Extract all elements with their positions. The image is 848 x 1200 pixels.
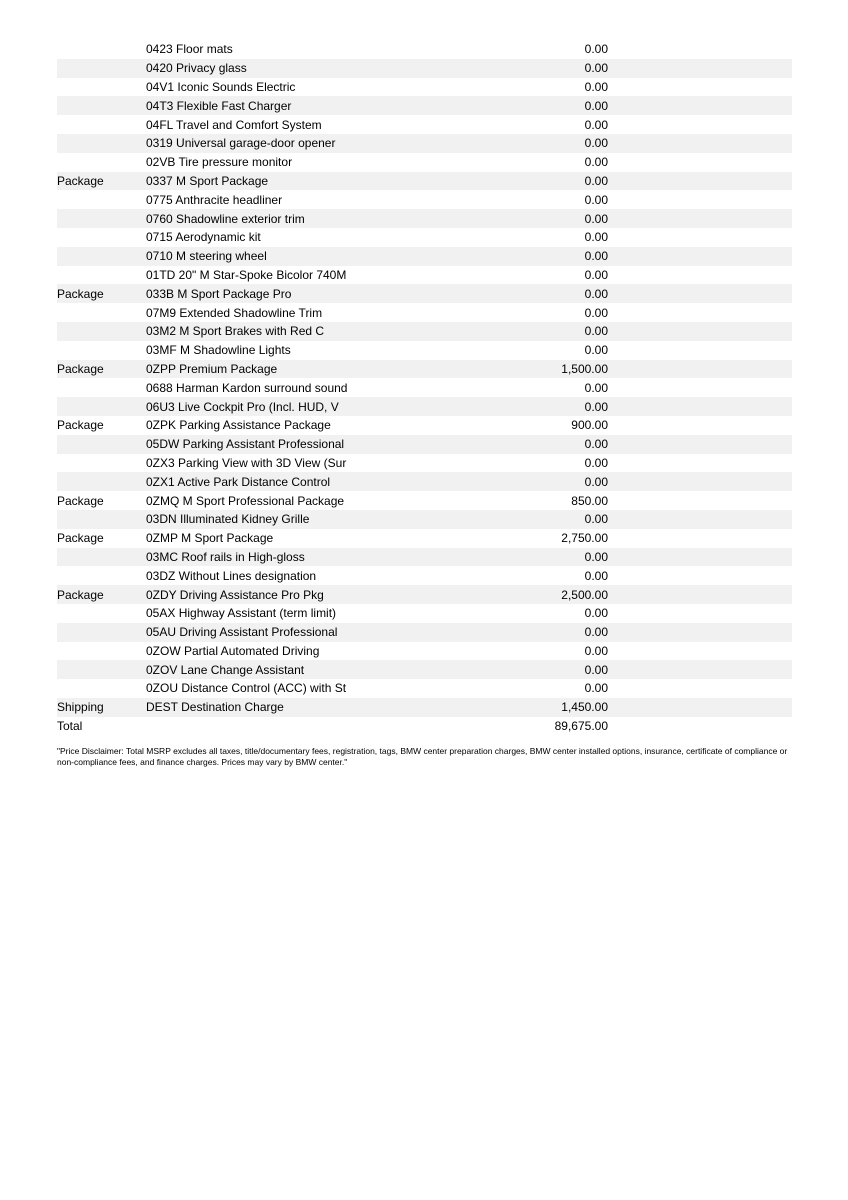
row-spacer [608, 134, 792, 153]
row-price: 2,500.00 [561, 587, 608, 602]
row-description: 05DW Parking Assistant Professional [146, 437, 345, 452]
table-row [57, 585, 792, 604]
table-row [57, 153, 792, 172]
row-description: 03M2 M Sport Brakes with Red C [146, 324, 325, 339]
row-description: 0319 Universal garage-door opener [146, 136, 336, 151]
row-price: 0.00 [584, 568, 608, 583]
row-price: 0.00 [584, 211, 608, 226]
row-price: 0.00 [584, 155, 608, 170]
row-spacer [608, 190, 792, 209]
row-price: 0.00 [584, 625, 608, 640]
row-category: Shipping [57, 700, 104, 715]
row-spacer [608, 491, 792, 510]
table-row [57, 510, 792, 529]
row-description: 03MF M Shadowline Lights [146, 343, 291, 358]
row-category [57, 266, 146, 285]
row-spacer [608, 172, 792, 191]
row-spacer [608, 717, 792, 736]
table-row [57, 115, 792, 134]
row-spacer [608, 78, 792, 97]
row-description: 0ZMQ M Sport Professional Package [146, 493, 345, 508]
table-row [57, 660, 792, 679]
table-row [57, 360, 792, 379]
row-price: 0.00 [584, 305, 608, 320]
row-price: 0.00 [584, 173, 608, 188]
row-description: 03MC Roof rails in High-gloss [146, 549, 305, 564]
row-category: Package [57, 418, 104, 433]
row-price: 0.00 [584, 324, 608, 339]
row-category [57, 566, 146, 585]
row-description: 0ZMP M Sport Package [146, 531, 274, 546]
row-description: 0ZX3 Parking View with 3D View (Sur [146, 455, 347, 470]
row-description: 01TD 20" M Star-Spoke Bicolor 740M [146, 267, 347, 282]
row-spacer [608, 604, 792, 623]
table-row [57, 717, 792, 736]
row-spacer [608, 435, 792, 454]
row-description: 0710 M steering wheel [146, 249, 267, 264]
row-category [57, 59, 146, 78]
row-price: 89,675.00 [554, 719, 608, 734]
row-category [57, 642, 146, 661]
row-spacer [608, 548, 792, 567]
table-row [57, 228, 792, 247]
table-row [57, 529, 792, 548]
table-row [57, 679, 792, 698]
row-price: 0.00 [584, 455, 608, 470]
row-spacer [608, 322, 792, 341]
row-category [57, 228, 146, 247]
row-description: DEST Destination Charge [146, 700, 284, 715]
row-category [57, 190, 146, 209]
row-spacer [608, 209, 792, 228]
row-description: 0688 Harman Kardon surround sound [146, 380, 348, 395]
row-spacer [608, 303, 792, 322]
table-row [57, 266, 792, 285]
table-row [57, 284, 792, 303]
row-description: 0715 Aerodynamic kit [146, 230, 261, 245]
table-row [57, 642, 792, 661]
row-price: 0.00 [584, 643, 608, 658]
row-description: 0775 Anthracite headliner [146, 192, 283, 207]
row-spacer [608, 623, 792, 642]
table-row [57, 435, 792, 454]
row-price: 0.00 [584, 437, 608, 452]
row-spacer [608, 642, 792, 661]
row-description: 0337 M Sport Package [146, 173, 269, 188]
row-spacer [608, 40, 792, 59]
row-spacer [608, 266, 792, 285]
table-row [57, 209, 792, 228]
row-spacer [608, 585, 792, 604]
row-category: Package [57, 173, 104, 188]
row-spacer [608, 96, 792, 115]
row-price: 0.00 [584, 681, 608, 696]
row-spacer [608, 341, 792, 360]
row-price: 900.00 [571, 418, 608, 433]
table-row [57, 604, 792, 623]
row-spacer [608, 59, 792, 78]
row-description: 0ZX1 Active Park Distance Control [146, 474, 331, 489]
row-price: 850.00 [571, 493, 608, 508]
table-row [57, 172, 792, 191]
table-row [57, 397, 792, 416]
row-description: 07M9 Extended Shadowline Trim [146, 305, 323, 320]
row-description: 05AU Driving Assistant Professional [146, 625, 338, 640]
table-row [57, 303, 792, 322]
row-category [57, 78, 146, 97]
table-row [57, 78, 792, 97]
row-category [57, 660, 146, 679]
row-spacer [608, 529, 792, 548]
row-spacer [608, 660, 792, 679]
row-price: 0.00 [584, 136, 608, 151]
table-row [57, 491, 792, 510]
row-category [57, 679, 146, 698]
row-price: 0.00 [584, 549, 608, 564]
table-row [57, 190, 792, 209]
row-description: 0ZOV Lane Change Assistant [146, 662, 305, 677]
row-price: 0.00 [584, 474, 608, 489]
table-row [57, 59, 792, 78]
table-row [57, 623, 792, 642]
row-description: 0ZOU Distance Control (ACC) with St [146, 681, 347, 696]
row-price: 2,750.00 [561, 531, 608, 546]
row-spacer [608, 153, 792, 172]
row-price: 0.00 [584, 399, 608, 414]
row-category [57, 96, 146, 115]
options-table-body [57, 40, 792, 735]
row-price: 0.00 [584, 230, 608, 245]
row-spacer [608, 454, 792, 473]
row-spacer [608, 228, 792, 247]
row-category [57, 604, 146, 623]
row-description: 033B M Sport Package Pro [146, 286, 292, 301]
row-category: Package [57, 493, 104, 508]
row-category [57, 623, 146, 642]
row-description: 02VB Tire pressure monitor [146, 155, 293, 170]
row-category [57, 134, 146, 153]
row-description: 0ZPP Premium Package [146, 361, 278, 376]
row-category [57, 341, 146, 360]
row-category [57, 510, 146, 529]
row-price: 0.00 [584, 662, 608, 677]
row-category [57, 209, 146, 228]
row-spacer [608, 472, 792, 491]
row-price: 0.00 [584, 117, 608, 132]
row-price: 0.00 [584, 192, 608, 207]
row-description: 0760 Shadowline exterior trim [146, 211, 305, 226]
table-row [57, 247, 792, 266]
row-category [57, 40, 146, 59]
row-price: 0.00 [584, 249, 608, 264]
table-row [57, 416, 792, 435]
row-price: 0.00 [584, 79, 608, 94]
row-category [57, 153, 146, 172]
row-category [57, 247, 146, 266]
row-price: 0.00 [584, 512, 608, 527]
row-price: 1,450.00 [561, 700, 608, 715]
row-category [57, 322, 146, 341]
row-category [57, 378, 146, 397]
row-spacer [608, 416, 792, 435]
table-row [57, 378, 792, 397]
row-spacer [608, 284, 792, 303]
row-price: 0.00 [584, 267, 608, 282]
row-category [57, 303, 146, 322]
row-spacer [608, 510, 792, 529]
row-category: Package [57, 531, 104, 546]
row-price: 0.00 [584, 606, 608, 621]
row-description: 0423 Floor mats [146, 42, 233, 57]
row-price: 0.00 [584, 98, 608, 113]
row-category: Package [57, 286, 104, 301]
row-description: 0ZOW Partial Automated Driving [146, 643, 320, 658]
row-category [57, 454, 146, 473]
row-description [146, 717, 514, 736]
row-category [57, 548, 146, 567]
table-row [57, 548, 792, 567]
row-spacer [608, 397, 792, 416]
row-description: 03DN Illuminated Kidney Grille [146, 512, 310, 527]
row-price: 0.00 [584, 286, 608, 301]
row-category: Package [57, 361, 104, 376]
row-spacer [608, 566, 792, 585]
row-price: 1,500.00 [561, 361, 608, 376]
row-spacer [608, 679, 792, 698]
table-row [57, 698, 792, 717]
row-price: 0.00 [584, 343, 608, 358]
row-price: 0.00 [584, 42, 608, 57]
options-table [57, 40, 792, 735]
table-row [57, 341, 792, 360]
row-spacer [608, 247, 792, 266]
row-category [57, 472, 146, 491]
table-row [57, 40, 792, 59]
table-row [57, 566, 792, 585]
row-description: 0ZDY Driving Assistance Pro Pkg [146, 587, 324, 602]
row-category [57, 115, 146, 134]
row-description: 0420 Privacy glass [146, 61, 247, 76]
table-row [57, 134, 792, 153]
row-price: 0.00 [584, 380, 608, 395]
table-row [57, 454, 792, 473]
row-spacer [608, 360, 792, 379]
row-category [57, 397, 146, 416]
table-row [57, 96, 792, 115]
row-price: 0.00 [584, 61, 608, 76]
table-row [57, 472, 792, 491]
row-description: 06U3 Live Cockpit Pro (Incl. HUD, V [146, 399, 339, 414]
row-spacer [608, 115, 792, 134]
row-description: 04V1 Iconic Sounds Electric [146, 79, 296, 94]
row-spacer [608, 378, 792, 397]
row-description: 03DZ Without Lines designation [146, 568, 317, 583]
row-category: Total [57, 719, 83, 734]
row-category [57, 435, 146, 454]
row-description: 0ZPK Parking Assistance Package [146, 418, 331, 433]
row-spacer [608, 698, 792, 717]
row-description: 05AX Highway Assistant (term limit) [146, 606, 337, 621]
table-row [57, 322, 792, 341]
row-category: Package [57, 587, 104, 602]
row-description: 04FL Travel and Comfort System [146, 117, 322, 132]
price-disclaimer: "Price Disclaimer: Total MSRP excludes all taxes, title/documentary fees, registration, tags, BMW center preparation charges, BMW center installed options, insurance, certificate of compliance or non-compliance fees, and finance charges. Prices may vary by BMW center." [57, 746, 788, 767]
row-description: 04T3 Flexible Fast Charger [146, 98, 292, 113]
